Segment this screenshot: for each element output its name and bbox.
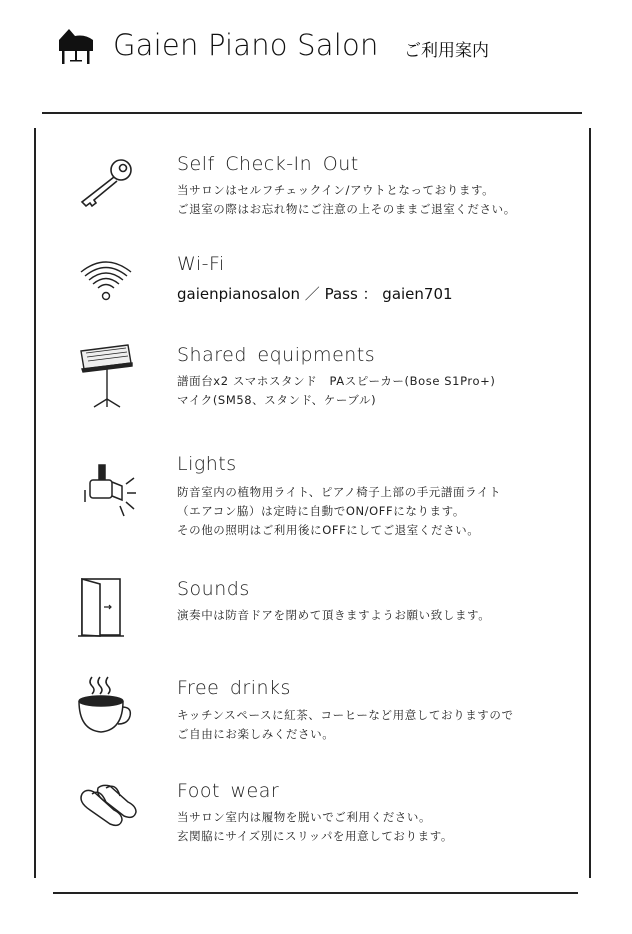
top-divider xyxy=(42,112,582,114)
section-body-lights xyxy=(177,483,501,540)
section-title-equipments: Shared equipments xyxy=(177,344,376,366)
spotlight-icon xyxy=(82,462,136,526)
section-body-check-in xyxy=(177,181,516,219)
section-body-drinks xyxy=(177,706,514,744)
music-stand-icon xyxy=(78,343,134,409)
door-icon xyxy=(78,576,126,638)
wifi-credentials: gaienpianosalon ／ Pass ： gaien701 xyxy=(177,285,453,303)
body-line: 防音室内の植物用ライト、ピアノ椅子上部の手元譜面ライト xyxy=(177,485,502,499)
page-subtitle: ご利用案内 xyxy=(404,41,489,61)
coffee-cup-icon xyxy=(76,674,134,740)
body-line: 玄関脇にサイズ別にスリッパを用意しております。 xyxy=(177,829,453,843)
brand-name: Gaien Piano Salon xyxy=(113,28,379,62)
section-body-equipments xyxy=(177,372,495,410)
body-line: マイク(SM58、スタンド、ケーブル) xyxy=(177,393,377,407)
body-line: その他の照明はご利用後にOFFにしてご退室ください。 xyxy=(177,523,480,537)
body-line: 譜面台x2 スマホスタンド PAスピーカー(Bose S1Pro+) xyxy=(177,374,496,388)
section-title-sounds: Sounds xyxy=(177,578,250,600)
body-line: 演奏中は防音ドアを閉めて頂きますようお願い致します。 xyxy=(177,608,491,622)
body-line: 当サロンはセルフチェックイン/アウトとなっております。 xyxy=(177,183,495,197)
section-body-footwear xyxy=(177,808,453,846)
bottom-divider xyxy=(53,892,578,894)
section-title-drinks: Free drinks xyxy=(177,677,291,699)
wifi-icon xyxy=(78,258,134,302)
body-line: （エアコン脇）は定時に自動でON/OFFになります。 xyxy=(177,504,465,518)
key-icon xyxy=(76,156,136,210)
section-title-lights: Lights xyxy=(177,453,237,475)
body-line: ご退室の際はお忘れ物にご注意の上そのままご退室ください。 xyxy=(177,202,516,216)
left-border xyxy=(34,128,36,878)
section-body-sounds xyxy=(177,606,490,625)
body-line: 当サロン室内は履物を脱いでご利用ください。 xyxy=(177,810,432,824)
body-line: ご自由にお楽しみください。 xyxy=(177,727,335,741)
section-title-footwear: Foot wear xyxy=(177,780,280,802)
slippers-icon xyxy=(76,784,140,830)
grand-piano-logo-icon xyxy=(55,26,97,66)
section-title-wifi: Wi-Fi xyxy=(177,253,225,275)
body-line: キッチンスペースに紅茶、コーヒーなど用意しておりますので xyxy=(177,708,514,722)
section-title-check-in: Self Check-In Out xyxy=(177,153,359,175)
right-border xyxy=(589,128,591,878)
